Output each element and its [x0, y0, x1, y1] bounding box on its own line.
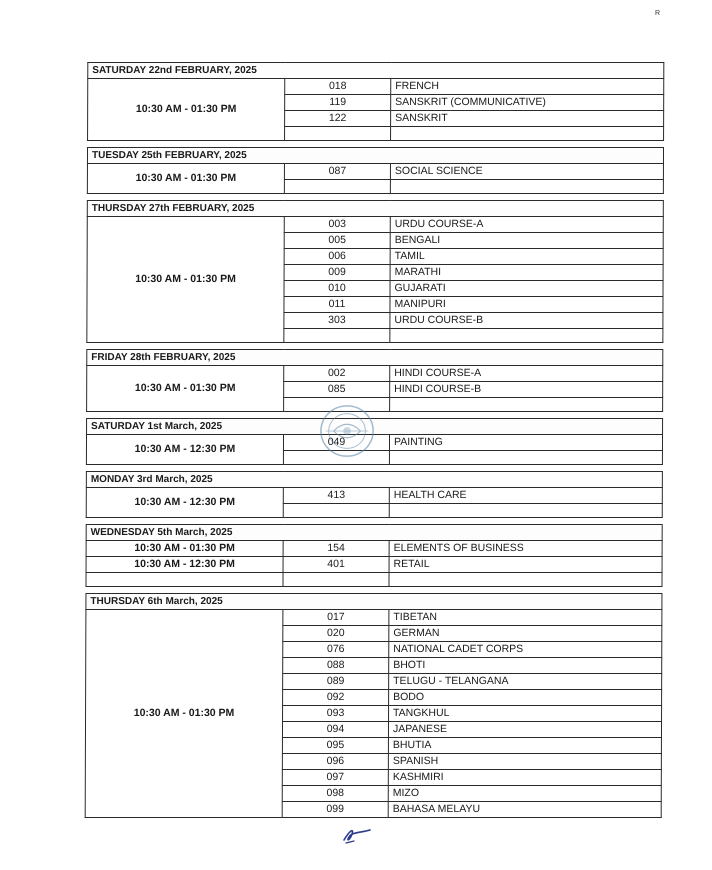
subject-code: 018 — [285, 79, 391, 95]
subject-code: 092 — [283, 690, 389, 706]
subject-code: 088 — [283, 658, 389, 674]
subject-code: 003 — [284, 217, 390, 233]
subject-code: 097 — [282, 770, 388, 786]
exam-time: 10:30 AM - 01:30 PM — [85, 610, 283, 818]
subject-code: 011 — [284, 297, 390, 313]
exam-time: 10:30 AM - 12:30 PM — [86, 557, 283, 573]
subject-name: BHUTIA — [388, 738, 661, 754]
subject-code: 401 — [283, 557, 389, 573]
exam-time: 10:30 AM - 01:30 PM — [86, 541, 283, 557]
exam-date-heading: WEDNESDAY 5th March, 2025 — [86, 525, 662, 541]
exam-date-heading: SATURDAY 1st March, 2025 — [87, 419, 663, 435]
subject-name: MIZO — [388, 786, 661, 802]
date-header-row — [87, 419, 663, 435]
subject-name: BAHASA MELAYU — [388, 802, 661, 818]
date-header-row — [87, 350, 663, 366]
spacer-cell — [88, 141, 664, 148]
date-header-row — [86, 525, 662, 541]
subject-code: 095 — [282, 738, 388, 754]
exam-date-heading: THURSDAY 6th March, 2025 — [86, 594, 662, 610]
subject-name: BHOTI — [389, 658, 662, 674]
subject-name: BENGALI — [390, 233, 663, 249]
subject-name: JAPANESE — [388, 722, 661, 738]
blank-cell — [390, 329, 663, 343]
table-row — [86, 435, 662, 451]
date-header-row — [87, 201, 663, 217]
subject-name: PAINTING — [389, 435, 662, 451]
spacer-cell — [86, 587, 662, 594]
exam-time: 10:30 AM - 01:30 PM — [87, 164, 284, 194]
subject-name: TELUGU - TELANGANA — [389, 674, 662, 690]
subject-code: 154 — [283, 541, 389, 557]
subject-code: 096 — [282, 754, 388, 770]
subject-name: ELEMENTS OF BUSINESS — [389, 541, 662, 557]
blank-cell — [284, 329, 390, 343]
subject-code: 122 — [285, 111, 391, 127]
exam-date-heading: SATURDAY 22nd FEBRUARY, 2025 — [88, 63, 664, 79]
subject-code: 085 — [284, 382, 390, 398]
subject-name: SPANISH — [388, 754, 661, 770]
subject-name: SOCIAL SCIENCE — [390, 164, 663, 180]
subject-code: 119 — [285, 95, 391, 111]
subject-code: 413 — [283, 488, 389, 504]
subject-code: 087 — [284, 164, 390, 180]
date-header-row — [86, 594, 662, 610]
subject-name: URDU COURSE-B — [390, 313, 663, 329]
table-row — [87, 366, 663, 382]
subject-name: URDU COURSE-A — [390, 217, 663, 233]
block-spacer — [87, 412, 663, 419]
subject-name: SANSKRIT (COMMUNICATIVE) — [391, 95, 664, 111]
subject-code: 089 — [283, 674, 389, 690]
subject-name: KASHMIRI — [388, 770, 661, 786]
table-row — [86, 541, 662, 557]
blank-cell — [285, 127, 391, 141]
subject-code: 094 — [282, 722, 388, 738]
exam-date-heading: TUESDAY 25th FEBRUARY, 2025 — [87, 148, 663, 164]
signature-icon — [340, 824, 374, 846]
subject-code: 006 — [284, 249, 390, 265]
subject-name: MARATHI — [390, 265, 663, 281]
subject-name: TANGKHUL — [389, 706, 662, 722]
subject-name: SANSKRIT — [391, 111, 664, 127]
blank-cell — [283, 573, 389, 587]
corner-mark: R — [655, 10, 661, 17]
block-spacer — [87, 194, 663, 201]
date-header-row — [86, 472, 662, 488]
blank-cell — [283, 504, 389, 518]
blank-row — [86, 573, 662, 587]
exam-time: 10:30 AM - 12:30 PM — [86, 435, 283, 465]
spacer-cell — [87, 343, 663, 350]
table-row — [87, 164, 663, 180]
subject-name: TAMIL — [390, 249, 663, 265]
date-header-row — [88, 63, 664, 79]
subject-name: HINDI COURSE-A — [390, 366, 663, 382]
spacer-cell — [86, 518, 662, 525]
blank-cell — [389, 573, 662, 587]
subject-name: RETAIL — [389, 557, 662, 573]
schedule-sheet — [85, 62, 664, 818]
subject-name: FRENCH — [391, 79, 664, 95]
block-spacer — [88, 141, 664, 148]
table-row — [86, 610, 662, 626]
spacer-cell — [87, 412, 663, 419]
block-spacer — [86, 465, 662, 472]
blank-cell — [389, 504, 662, 518]
blank-cell — [284, 180, 390, 194]
blank-cell — [391, 127, 664, 141]
subject-code: 017 — [283, 610, 389, 626]
subject-code: 076 — [283, 642, 389, 658]
blank-cell — [283, 451, 389, 465]
subject-name: BODO — [389, 690, 662, 706]
exam-date-heading: THURSDAY 27th FEBRUARY, 2025 — [87, 201, 663, 217]
subject-code: 093 — [283, 706, 389, 722]
block-spacer — [87, 343, 663, 350]
table-row — [87, 217, 663, 233]
subject-code: 049 — [283, 435, 389, 451]
subject-name: GERMAN — [389, 626, 662, 642]
table-row — [86, 488, 662, 504]
exam-date-heading: FRIDAY 28th FEBRUARY, 2025 — [87, 350, 663, 366]
exam-date-heading: MONDAY 3rd March, 2025 — [86, 472, 662, 488]
exam-time: 10:30 AM - 01:30 PM — [87, 366, 284, 412]
exam-time: 10:30 AM - 01:30 PM — [88, 79, 285, 141]
subject-name: HEALTH CARE — [389, 488, 662, 504]
exam-time: 10:30 AM - 12:30 PM — [86, 488, 283, 518]
subject-name: GUJARATI — [390, 281, 663, 297]
spacer-cell — [86, 465, 662, 472]
spacer-cell — [87, 194, 663, 201]
block-spacer — [86, 587, 662, 594]
subject-name: HINDI COURSE-B — [390, 382, 663, 398]
subject-name: MANIPURI — [390, 297, 663, 313]
blank-cell — [284, 398, 390, 412]
subject-code: 098 — [282, 786, 388, 802]
subject-code: 005 — [284, 233, 390, 249]
date-header-row — [87, 148, 663, 164]
date-sheet-table — [85, 62, 665, 818]
subject-code: 020 — [283, 626, 389, 642]
blank-cell — [390, 398, 663, 412]
subject-name: TIBETAN — [389, 610, 662, 626]
subject-code: 099 — [282, 802, 388, 818]
subject-code: 010 — [284, 281, 390, 297]
subject-code: 303 — [284, 313, 390, 329]
table-row — [86, 557, 662, 573]
blank-cell — [389, 451, 662, 465]
subject-code: 002 — [284, 366, 390, 382]
table-row — [88, 79, 664, 95]
exam-time: 10:30 AM - 01:30 PM — [87, 217, 284, 343]
blank-cell — [390, 180, 663, 194]
subject-name: NATIONAL CADET CORPS — [389, 642, 662, 658]
subject-code: 009 — [284, 265, 390, 281]
blank-cell — [86, 573, 283, 587]
block-spacer — [86, 518, 662, 525]
